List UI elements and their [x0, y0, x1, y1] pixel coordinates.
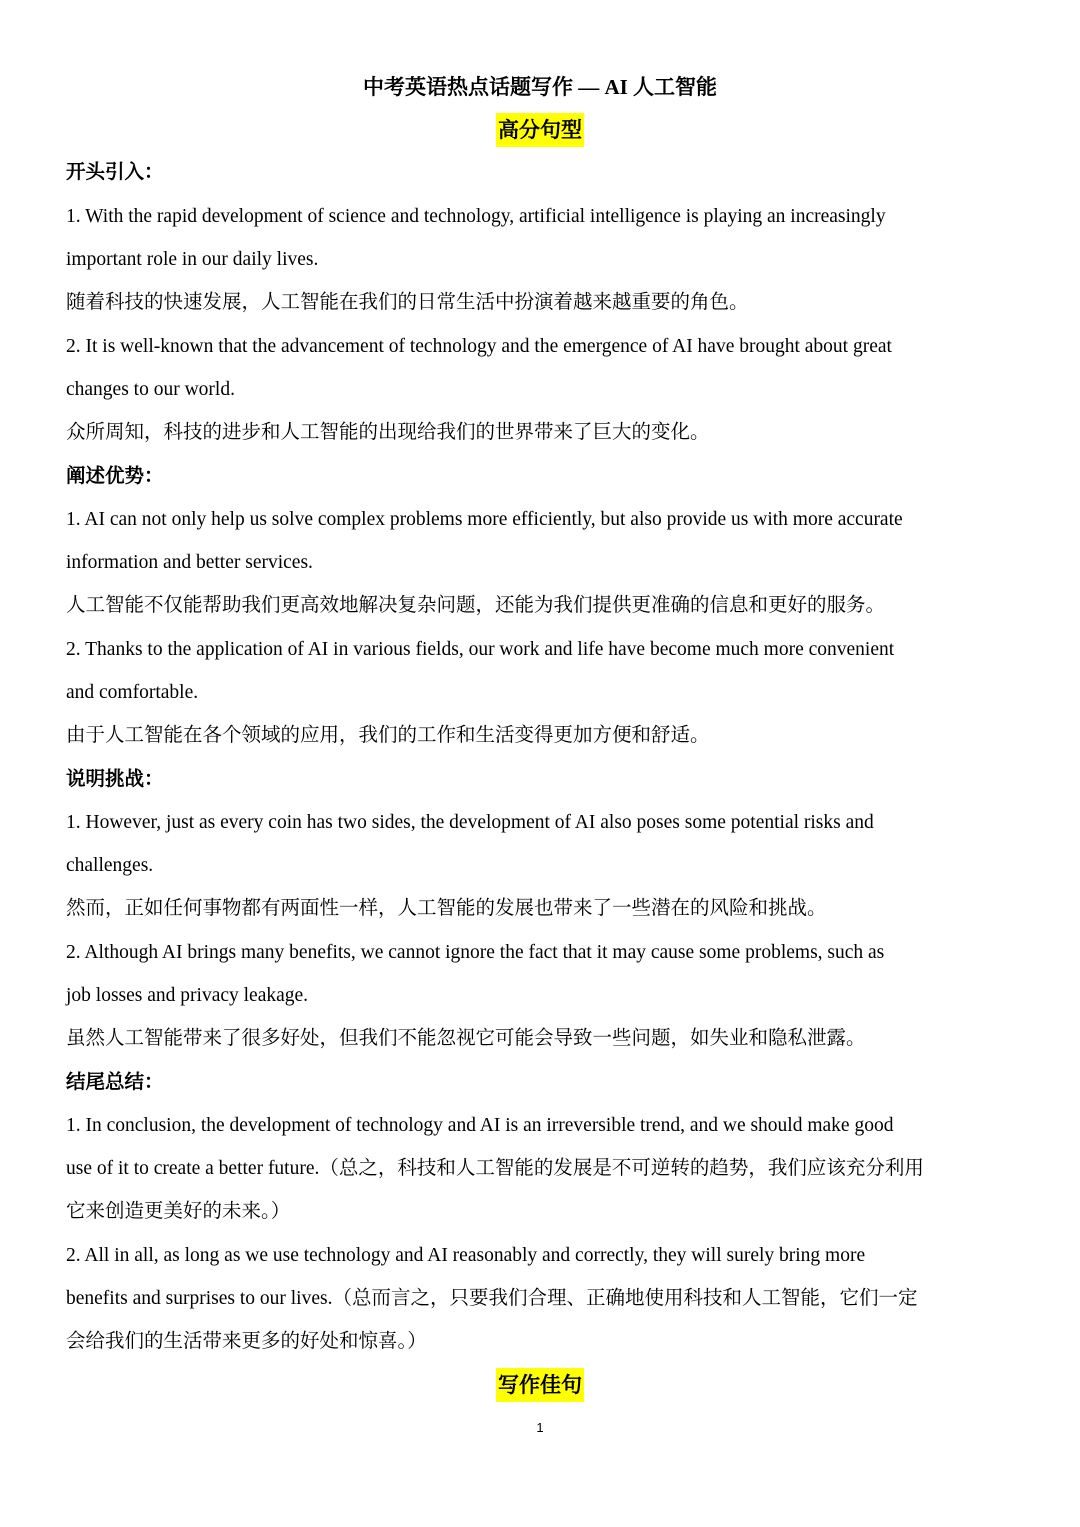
intro-2-chinese: 众所周知，科技的进步和人工智能的出现给我们的世界带来了巨大的变化。	[66, 422, 710, 443]
advantage-2-chinese: 由于人工智能在各个领域的应用，我们的工作和生活变得更加方便和舒适。	[66, 725, 710, 746]
section-title-sentence-patterns-wrap	[0, 113, 1080, 147]
challenge-2-english-line-2: job losses and privacy leakage.	[66, 985, 309, 1006]
advantage-1-english-line-1: 1. AI can not only help us solve complex problems more efficiently, but also provide us with more accurate	[66, 509, 903, 530]
challenge-1-english-line-1: 1. However, just as every coin has two sides, the development of AI also poses some potential risks and	[66, 812, 874, 833]
heading-introduction: 开头引入：	[66, 162, 164, 183]
challenge-2-chinese: 虽然人工智能带来了很多好处，但我们不能忽视它可能会导致一些问题，如失业和隐私泄露。	[66, 1028, 866, 1049]
intro-2-english-line-2: changes to our world.	[66, 379, 235, 400]
conclusion-1-line-1: 1. In conclusion, the development of technology and AI is an irreversible trend, and we should make good	[66, 1115, 894, 1136]
document-title: 中考英语热点话题写作 — AI 人工智能	[362, 75, 718, 99]
conclusion-1-line-3: 它来创造更美好的未来。）	[66, 1201, 291, 1222]
section-title-good-sentences: 写作佳句	[496, 1368, 584, 1402]
conclusion-1-line-2: use of it to create a better future.（总之，科技和人工智能的发展是不可逆转的趋势，我们应该充分利用	[66, 1158, 924, 1179]
intro-1-chinese: 随着科技的快速发展，人工智能在我们的日常生活中扮演着越来越重要的角色。	[66, 292, 749, 313]
heading-conclusion: 结尾总结：	[66, 1072, 164, 1093]
challenge-2-english-line-1: 2. Although AI brings many benefits, we cannot ignore the fact that it may cause some problems, such as	[66, 942, 885, 963]
conclusion-2-line-2: benefits and surprises to our lives.（总而言之，只要我们合理、正确地使用科技和人工智能，它们一定	[66, 1288, 918, 1309]
conclusion-2-line-1: 2. All in all, as long as we use technology and AI reasonably and correctly, they will surely bring more	[66, 1245, 866, 1266]
advantage-1-chinese: 人工智能不仅能帮助我们更高效地解决复杂问题，还能为我们提供更准确的信息和更好的服务。	[66, 595, 886, 616]
heading-advantages: 阐述优势：	[66, 466, 164, 487]
challenge-1-english-line-2: challenges.	[66, 855, 154, 876]
advantage-2-english-line-2: and comfortable.	[66, 682, 199, 703]
intro-1-english-line-1: 1. With the rapid development of science and technology, artificial intelligence is playing an increasingly	[66, 206, 886, 227]
intro-2-english-line-1: 2. It is well-known that the advancement of technology and the emergence of AI have brought about great	[66, 336, 892, 357]
conclusion-2-line-3: 会给我们的生活带来更多的好处和惊喜。）	[66, 1331, 427, 1352]
page-number: 1	[536, 1420, 544, 1435]
advantage-1-english-line-2: information and better services.	[66, 552, 313, 573]
section-title-good-sentences-wrap	[0, 1368, 1080, 1402]
advantage-2-english-line-1: 2. Thanks to the application of AI in various fields, our work and life have become much more convenient	[66, 639, 895, 660]
section-title-sentence-patterns: 高分句型	[496, 113, 584, 147]
heading-challenges: 说明挑战：	[66, 769, 164, 790]
intro-1-english-line-2: important role in our daily lives.	[66, 249, 319, 270]
challenge-1-chinese: 然而，正如任何事物都有两面性一样，人工智能的发展也带来了一些潜在的风险和挑战。	[66, 898, 827, 919]
